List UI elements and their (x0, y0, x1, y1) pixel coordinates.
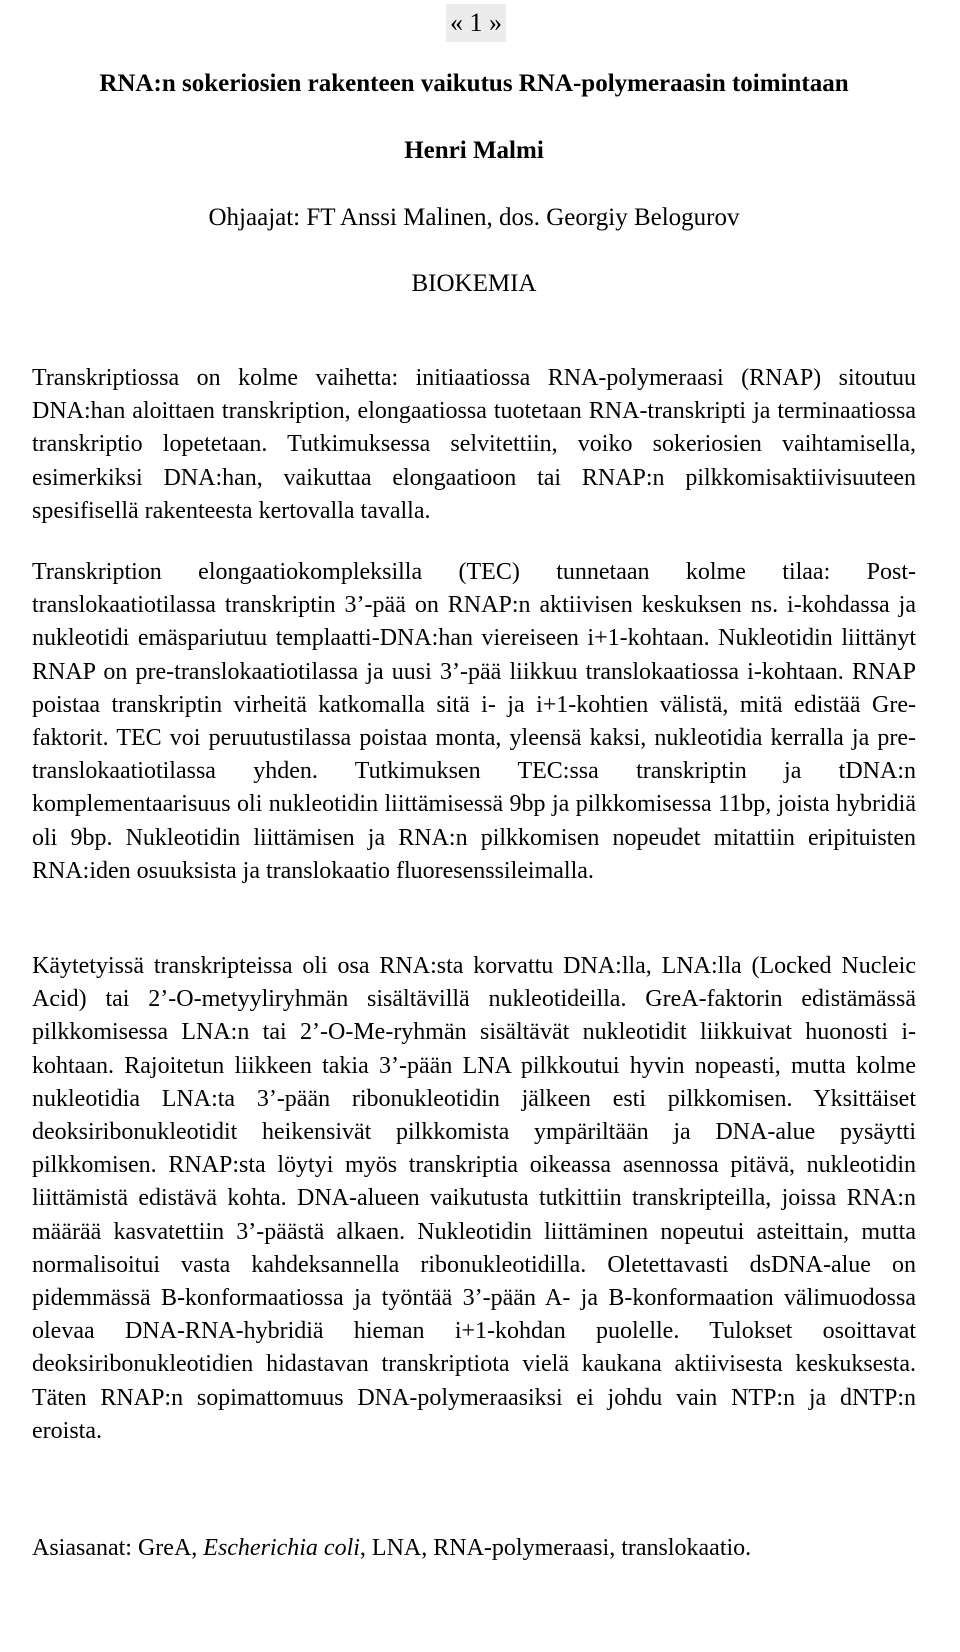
keywords-rest: , LNA, RNA-polymeraasi, translokaatio. (359, 1535, 752, 1561)
page-number: « 1 » (446, 4, 506, 42)
keywords-label: Asiasanat: GreA, (32, 1535, 198, 1561)
abstract-paragraph-2: Transkription elongaatiokompleksilla (TEC) tunnetaan kolme tilaa: Post-translokaatiotilassa transkriptin 3’-pää on RNAP:n aktiivisen keskuksen ns. i-kohdassa ja nukleotidi emäspariutuu templaatti-DNA:han viereiseen i+1-kohtaan. Nukleotidin liittänyt RNAP on pre-translokaatiotilassa ja uusi 3’-pää liikkuu translokaatiossa i-kohtaan. RNAP poistaa transkriptin virheitä katkomalla sitä i- ja i+1-kohtien välistä, mitä edistää Gre-faktorit. TEC voi peruutustilassa poistaa monta, yleensä kaksi, nukleotidia kerralla ja pre-translokaatiotilassa yhden. Tutkimuksen TEC:ssa transkriptin ja tDNA:n komplementaarisuus oli nukleotidin liittämisessä 9bp ja pilkkomisessa 11bp, joista hybridiä oli 9bp. Nukleotidin liittämisen ja RNA:n pilkkomisen nopeudet mitattiin eripituisten RNA:iden osuuksista ja translokaatio fluoresenssileimalla. (32, 559, 916, 884)
abstract-paragraph-3: Käytetyissä transkripteissa oli osa RNA:sta korvattu DNA:lla, LNA:lla (Locked Nucleic Acid) tai 2’-O-metyyliryhmän sisältävillä nukleotideilla. GreA-faktorin edistämässä pilkkomisessa LNA:n tai 2’-O-Me-ryhmän sisältävät nukleotidit liikkuivat huonosti i-kohtaan. Rajoitetun liikkeen takia 3’-pään LNA pilkkoutui hyvin nopeasti, mutta kolme nukleotidia LNA:ta 3’-pään ribonukleotidin jälkeen esti pilkkomisen. Yksittäiset deoksiribonukleotidit heikensivät pilkkomista ympäriltään ja DNA-alue pysäytti pilkkomisen. RNAP:sta löytyi myös transkriptia oikeassa asennossa pitävä, nukleotidin liittämistä edistävä kohta. DNA-alueen vaikutusta tutkittiin transkripteilla, joissa RNA:n määrää kasvatettiin 3’-päästä alkaen. Nukleotidin liittäminen nopeutui asteittain, mutta normalisoitui vasta kahdeksannella ribonukleotidilla. Oletettavasti dsDNA-alue on pidemmässä B-konformaatiossa ja työntää 3’-pään A- ja B-konformaation välimuodossa olevaa DNA-RNA-hybridiä hieman i+1-kohdan puolelle. Tulokset osoittavat deoksiribonukleotidien hidastavan transkriptiota vielä kaukana aktiivisesta keskuksesta. Täten RNAP:n sopimattomuus DNA-polymeraasiksi ei johdu vain NTP:n ja dNTP:n eroista. (32, 953, 916, 1444)
department-name: BIOKEMIA (411, 270, 537, 297)
supervisors-line: Ohjaajat: FT Anssi Malinen, dos. Georgiy Belogurov (208, 204, 740, 231)
keywords-italic-term: Escherichia coli (203, 1535, 360, 1561)
abstract-paragraph-1: Transkriptiossa on kolme vaihetta: initiaatiossa RNA-polymeraasi (RNAP) sitoutuu DNA:han aloittaen transkription, elongaatiossa tuotetaan RNA-transkripti ja terminaatiossa transkriptio lopetetaan. Tutkimuksessa selvitettiin, voiko sokeriosien vaihtamisella, esimerkiksi DNA:han, vaikuttaa elongaatioon tai RNAP:n pilkkomisaktiivisuuteen spesifisellä rakenteesta kertovalla tavalla. (32, 365, 916, 524)
document-title: RNA:n sokeriosien rakenteen vaikutus RNA-polymeraasin toimintaan (99, 70, 849, 97)
keywords-line (32, 1532, 916, 1565)
author-name: Henri Malmi (404, 137, 544, 164)
